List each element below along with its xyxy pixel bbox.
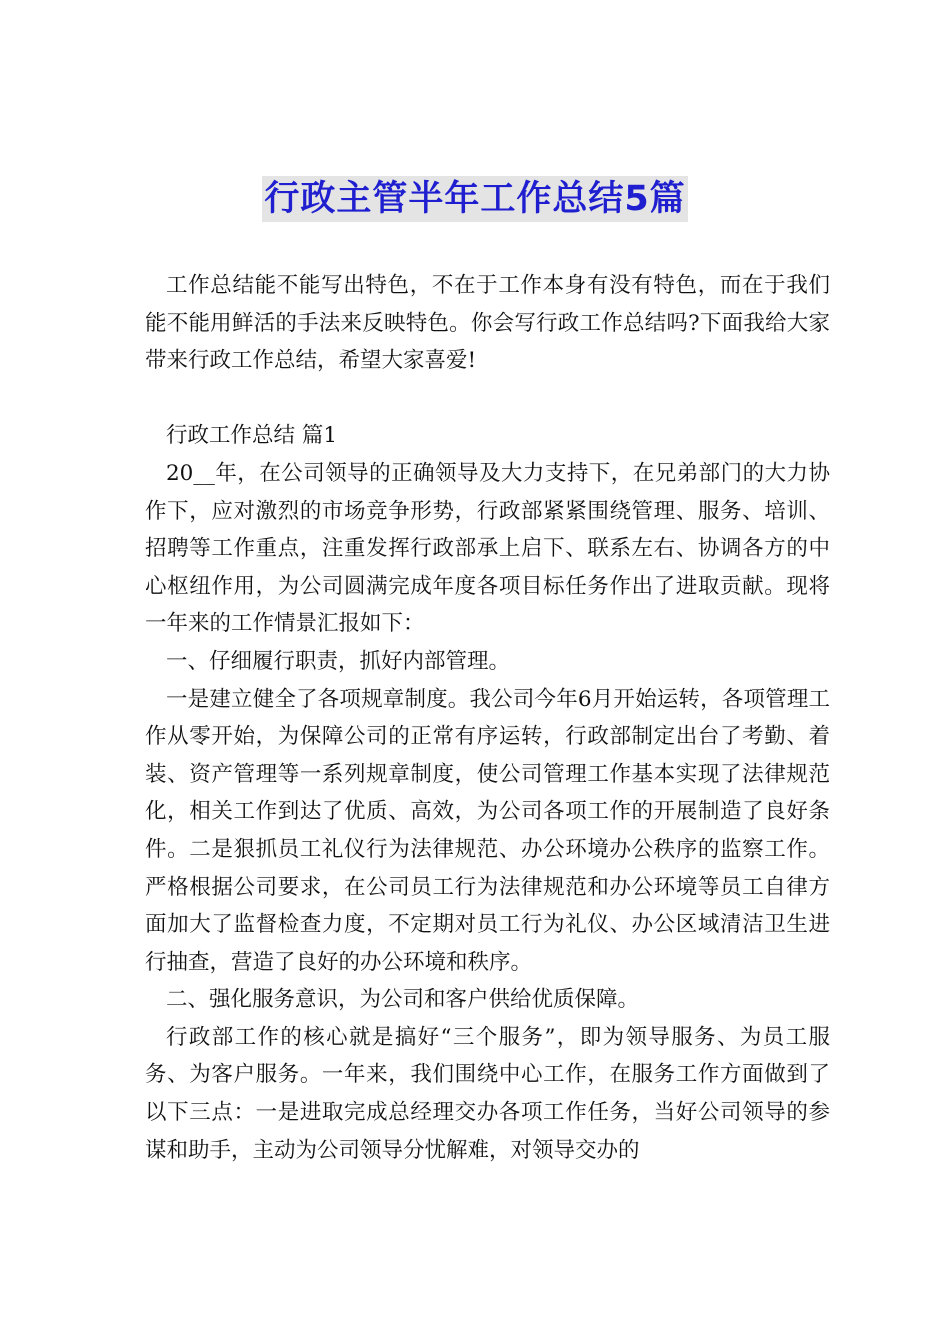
section-heading: 行政工作总结 篇1 (166, 423, 338, 449)
title-wrap (0, 176, 950, 222)
document-title: 行政主管半年工作总结5篇 (262, 176, 687, 222)
body-paragraph: 行政部工作的核心就是搞好“三个服务”，即为领导服务、为员工服务、为客户服务。一年来，我们围绕中心工作，在服务工作方面做到了以下三点：一是进取完成总经理交办各项工作任务，当好公司领导的参谋和助手，主动为公司领导分忧解难，对领导交办的 (145, 1024, 830, 1163)
subheading: 一、仔细履行职责，抓好内部管理。 (166, 648, 511, 674)
subheading: 二、强化服务意识，为公司和客户供给优质保障。 (166, 987, 640, 1013)
document-body (145, 267, 830, 1169)
body-paragraph: 一是建立健全了各项规章制度。我公司今年6月开始运转，各项管理工作从零开始，为保障公司的正常有序运转，行政部制定出台了考勤、着装、资产管理等一系列规章制度，使公司管理工作基本实现了法律规范化，相关工作到达了优质、高效，为公司各项工作的开展制造了良好条件。二是狠抓员工礼仪行为法律规范、办公环境办公秩序的监察工作。严格根据公司要求，在公司员工行为法律规范和办公环境等员工自律方面加大了监督检查力度，不定期对员工行为礼仪、办公区域清洁卫生进行抽查，营造了良好的办公环境和秩序。 (145, 686, 830, 975)
body-paragraph: 20__年，在公司领导的正确领导及大力支持下，在兄弟部门的大力协作下，应对激烈的市场竞争形势，行政部紧紧围绕管理、服务、培训、招聘等工作重点，注重发挥行政部承上启下、联系左右、协调各方的中心枢纽作用，为公司圆满完成年度各项目标任务作出了进取贡献。现将一年来的工作情景汇报如下： (145, 460, 830, 637)
intro-paragraph: 工作总结能不能写出特色，不在于工作本身有没有特色，而在于我们能不能用鲜活的手法来反映特色。你会写行政工作总结吗?下面我给大家带来行政工作总结，希望大家喜爱! (145, 273, 830, 374)
